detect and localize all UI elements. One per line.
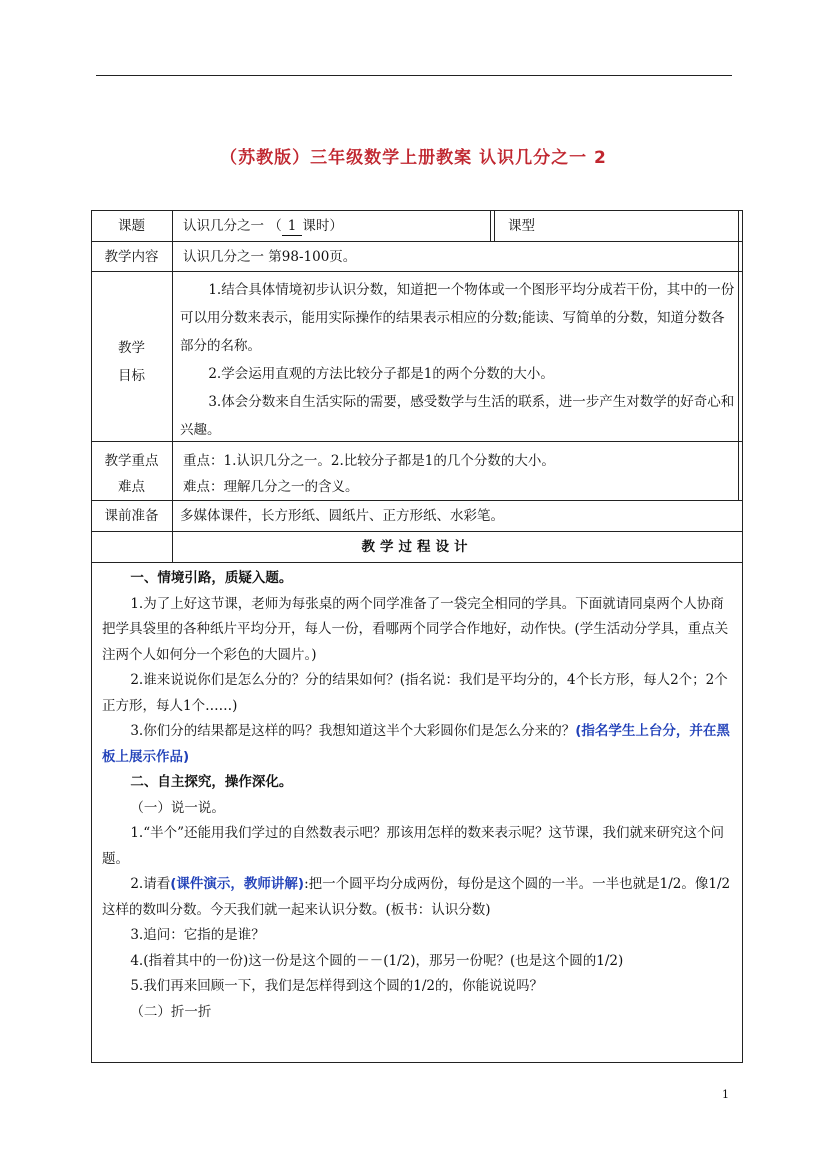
keypoints-label bbox=[91, 448, 172, 500]
key-point: 重点：1.认识几分之一。2.比较分子都是1的几个分数的大小。 bbox=[183, 453, 555, 469]
paragraph: 2.谁来说说你们是怎么分的？分的结果如何？(指名说：我们是平均分的，4个长方形，每人2个；2个正方形，每人1个……) bbox=[102, 672, 728, 714]
label-column-divider bbox=[172, 210, 173, 562]
type-divider bbox=[490, 210, 491, 241]
topic-suffix: 课时） bbox=[302, 218, 343, 234]
paragraph: 4.(指着其中的一份)这一份是这个圆的－－(1/2)，那另一份呢？(也是这个圆的1/2) bbox=[130, 952, 624, 969]
paragraph-text: 2.请看 bbox=[130, 876, 171, 892]
paragraph: 3.追问：它指的是谁？ bbox=[130, 927, 265, 943]
paragraph-text: :把一个圆平均分成两份，每份是这个圆的一半。一半也就是1/2。像1/2这样的数叫分数。今天我们就一起来认识分数。(板书：认识分数) bbox=[102, 876, 731, 918]
prep-value: 多媒体课件，长方形纸、圆纸片、正方形纸、水彩笔。 bbox=[180, 508, 504, 524]
row-divider bbox=[91, 531, 743, 532]
content-value: 认识几分之一 第98-100页。 bbox=[183, 249, 357, 265]
content-label: 教学内容 bbox=[104, 249, 159, 265]
header-rule bbox=[96, 75, 732, 76]
prep-label: 课前准备 bbox=[104, 508, 159, 524]
goals-label-line1: 教学 bbox=[118, 340, 145, 356]
paragraph: 5.我们再来回顾一下，我们是怎样得到这个圆的1/2的，你能说说吗？ bbox=[130, 978, 543, 994]
row-divider bbox=[91, 271, 743, 272]
subsection-title: （二）折一折 bbox=[130, 1003, 212, 1020]
goal-item: 2.学会运用直观的方法比较分子都是1的两个分数的大小。 bbox=[208, 366, 554, 382]
paragraph-text: 3.你们分的结果都是这样的吗？我想知道这半个大彩圆你们是怎么分来的？ bbox=[130, 723, 576, 739]
row-divider bbox=[91, 562, 743, 563]
teacher-note: (指名学生上台分，并在黑板上展示作品) bbox=[102, 723, 730, 765]
keypoints-value bbox=[183, 448, 733, 500]
document-title: （苏教版）三年级数学上册教案 认识几分之一 2 bbox=[220, 148, 607, 168]
row-divider bbox=[91, 500, 743, 501]
paragraph bbox=[102, 872, 736, 923]
section-2-title: 二、自主探究，操作深化。 bbox=[130, 774, 293, 790]
goal-item: 1.结合具体情境初步认识分数，知道把一个物体或一个图形平均分成若干份，其中的一份可以用分数来表示，能用实际操作的结果表示相应的分数;能读、写简单的分数，知道分数各部分的名称。 bbox=[180, 282, 735, 354]
goals-label bbox=[91, 334, 172, 390]
paragraph: 1.“半个”还能用我们学过的自然数表示吧？那该用怎样的数来表示呢？这节课，我们就来研究这个问题。 bbox=[102, 825, 725, 867]
keypoints-label-line1: 教学重点 bbox=[104, 453, 159, 469]
process-body bbox=[102, 566, 736, 1025]
lesson-hours: 1 bbox=[282, 217, 303, 236]
type-divider bbox=[494, 210, 495, 241]
right-inner-divider bbox=[738, 210, 739, 500]
difficulty-point: 难点：理解几分之一的含义。 bbox=[183, 479, 359, 495]
subsection-title: （一）说一说。 bbox=[130, 799, 225, 816]
goals-label-line2: 目标 bbox=[118, 368, 145, 384]
goal-item: 3.体会分数来自生活实际的需要，感受数学与生活的联系，进一步产生对数学的好奇心和兴趣。 bbox=[180, 394, 735, 438]
topic-value bbox=[183, 217, 483, 236]
topic-text: 认识几分之一 （ bbox=[183, 218, 282, 234]
paragraph bbox=[102, 719, 736, 770]
process-header: 教学过程设计 bbox=[361, 539, 473, 555]
section-1-title: 一、情境引路，质疑入题。 bbox=[130, 570, 293, 586]
topic-label: 课题 bbox=[118, 218, 145, 234]
keypoints-label-line2: 难点 bbox=[118, 479, 145, 495]
row-divider bbox=[91, 241, 743, 242]
paragraph: 1.为了上好这节课，老师为每张桌的两个同学准备了一袋完全相同的学具。下面就请同桌两个人协商把学具袋里的各种纸片平均分开，每人一份，看哪两个同学合作地好，动作快。(学生活动分学具，重点关注两个人如何分一个彩色的大圆片。) bbox=[102, 595, 729, 663]
teacher-note: (课件演示，教师讲解) bbox=[170, 876, 305, 892]
page-number: 1 bbox=[722, 1088, 729, 1101]
type-label: 课型 bbox=[508, 218, 535, 234]
goals-list bbox=[180, 276, 737, 444]
